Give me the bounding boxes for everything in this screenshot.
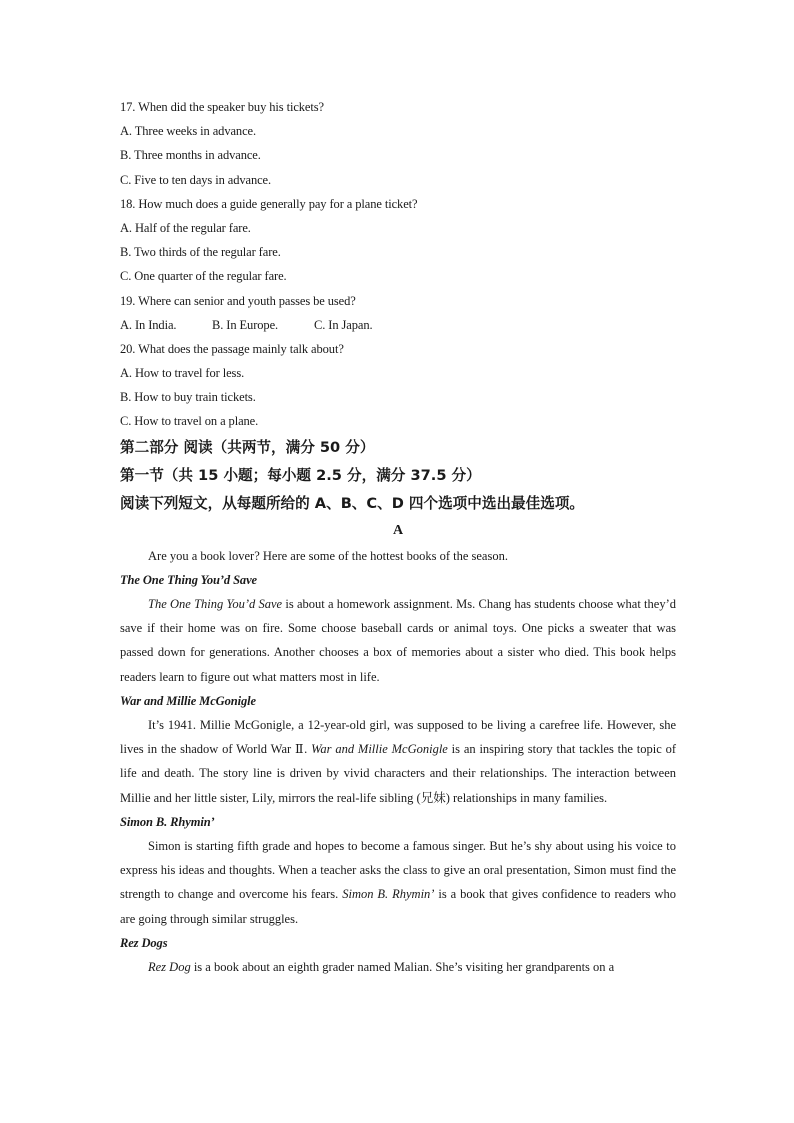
reading-instruction: 阅读下列短文，从每题所给的 A、B、C、D 四个选项中选出最佳选项。 bbox=[120, 494, 585, 512]
book-description-rez-dogs bbox=[120, 955, 676, 979]
question-19-options bbox=[120, 313, 676, 337]
question-19-stem: 19. Where can senior and youth passes be used? bbox=[120, 293, 356, 308]
book-italic-simon: Simon B. Rhymin’ bbox=[342, 887, 435, 902]
question-17-option-a: A. Three weeks in advance. bbox=[120, 124, 256, 139]
question-18-option-a: A. Half of the regular fare. bbox=[120, 220, 251, 235]
book-title-one-thing: The One Thing You’d Save bbox=[120, 572, 257, 587]
question-20-stem: 20. What does the passage mainly talk about? bbox=[120, 341, 344, 356]
book-text-simon: is a book that gives confidence to readers who are going through similar struggles. bbox=[120, 887, 676, 926]
book-italic-one-thing: The One Thing You’d Save bbox=[148, 597, 283, 612]
book-text-one-thing: is about a homework assignment. Ms. Chang has students choose what they’d save if their home was on fire. Some choose baseball cards or animal toys. One picks a sweater that was passed down for generations. Another chooses a box of memories about a sister who died. This book helps readers learn to figure out what matters most in life. bbox=[120, 597, 676, 684]
question-19-option-b: B. In Europe. bbox=[212, 317, 279, 332]
question-19-option-c: C. In Japan. bbox=[314, 317, 373, 332]
book-italic-war-and-millie: War and Millie McGonigle bbox=[311, 742, 448, 757]
book-description-simon bbox=[120, 834, 676, 931]
book-description-one-thing bbox=[120, 592, 676, 689]
book-text-war-and-millie: is an inspiring story that tackles the topic of life and death. The story line is driven by vivid characters and their relationships. The interaction between Millie and her little sister, Lily, mirrors the real-life sibling (兄妹) relationships in many families. bbox=[120, 742, 676, 805]
question-20-option-b: B. How to buy train tickets. bbox=[120, 390, 256, 405]
book-title-simon: Simon B. Rhymin’ bbox=[120, 814, 215, 829]
book-title-war-and-millie: War and Millie McGonigle bbox=[120, 693, 256, 708]
question-19-option-a: A. In India. bbox=[120, 317, 177, 332]
question-20-option-a: A. How to travel for less. bbox=[120, 366, 245, 381]
reading-part-heading: 第二部分 阅读（共两节，满分 50 分） bbox=[120, 438, 375, 456]
book-title-rez-dogs: Rez Dogs bbox=[120, 935, 168, 950]
book-description-war-and-millie bbox=[120, 713, 676, 810]
question-18-option-c: C. One quarter of the regular fare. bbox=[120, 269, 287, 284]
book-text-pre-simon: Simon is starting fifth grade and hopes to become a famous singer. But he’s shy about using his voice to express his ideas and thoughts. When a teacher asks the class to give an oral presentation, Simon must find the strength to change and overcome his fears. bbox=[120, 839, 676, 902]
question-17-option-b: B. Three months in advance. bbox=[120, 148, 261, 163]
question-18-stem: 18. How much does a guide generally pay for a plane ticket? bbox=[120, 196, 418, 211]
book-text-rez-dogs: is a book about an eighth grader named Malian. She’s visiting her grandparents on a bbox=[190, 960, 615, 975]
exam-page bbox=[120, 95, 676, 979]
question-17-option-c: C. Five to ten days in advance. bbox=[120, 172, 272, 187]
passage-label: A bbox=[392, 522, 404, 538]
reading-section-heading: 第一节（共 15 小题；每小题 2.5 分，满分 37.5 分） bbox=[120, 466, 481, 484]
book-italic-rez-dogs: Rez Dog bbox=[148, 960, 191, 975]
question-18-option-b: B. Two thirds of the regular fare. bbox=[120, 245, 281, 260]
question-17-stem: 17. When did the speaker buy his tickets? bbox=[120, 100, 324, 114]
passage-intro: Are you a book lover? Here are some of the hottest books of the season. bbox=[148, 548, 508, 563]
book-text-pre-war-and-millie: It’s 1941. Millie McGonigle, a 12-year-old girl, was supposed to be living a carefree life. However, she lives in the shadow of World War Ⅱ. bbox=[120, 718, 676, 757]
question-20-option-c: C. How to travel on a plane. bbox=[120, 414, 259, 429]
